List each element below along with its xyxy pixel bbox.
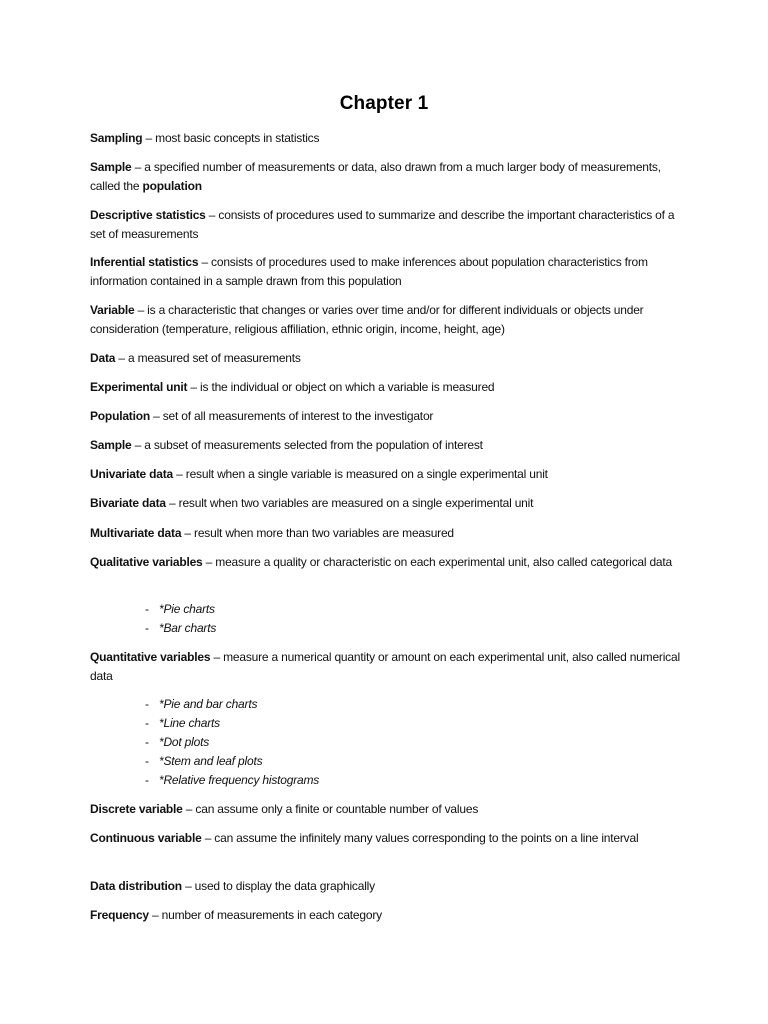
list-item: [145, 714, 220, 733]
definition-sample: [90, 158, 690, 196]
definition-descriptive-statistics: [90, 206, 690, 244]
bullet-text: *Pie and bar charts: [159, 697, 258, 711]
bullet-marker: -: [145, 754, 149, 768]
list-item: [145, 771, 319, 790]
definition-text: – used to display the data graphically: [181, 879, 375, 893]
definition-term: Sample: [90, 438, 132, 452]
definition-term: Variable: [90, 303, 135, 317]
definition-multivariate-data: [90, 524, 690, 543]
definition-text: – can assume only a finite or countable number of values: [182, 802, 479, 816]
definition-text: – a subset of measurements selected from the population of interest: [131, 438, 483, 452]
definition-variable: [90, 301, 690, 339]
definition-inferential-statistics: [90, 253, 690, 291]
definition-text: – result when more than two variables are measured: [181, 526, 454, 540]
definition-sampling: [90, 129, 690, 148]
definition-term: Data distribution: [90, 879, 182, 893]
bullet-marker: -: [145, 735, 149, 749]
bullet-marker: -: [145, 716, 149, 730]
definition-univariate-data: [90, 465, 690, 484]
bullet-marker: -: [145, 621, 149, 635]
definition-term: Quantitative variables: [90, 650, 211, 664]
definition-population: [90, 407, 690, 426]
bullet-text: *Stem and leaf plots: [159, 754, 263, 768]
bullet-marker: -: [145, 602, 149, 616]
definition-sample-subset: [90, 436, 690, 455]
page-title: Chapter 1: [339, 93, 429, 114]
definition-bold-tail: population: [142, 179, 202, 193]
bullet-text: *Dot plots: [159, 735, 210, 749]
definition-bivariate-data: [90, 494, 690, 513]
bullet-marker: -: [145, 773, 149, 787]
list-item: [145, 600, 215, 619]
definition-term: Population: [90, 409, 150, 423]
definition-text: – measure a quality or characteristic on each experimental unit, also called categorical data: [202, 555, 672, 569]
definition-data-distribution: [90, 877, 690, 896]
definition-qualitative-variables: [90, 553, 690, 572]
definition-text: – most basic concepts in statistics: [142, 131, 320, 145]
definition-text: – is the individual or object on which a variable is measured: [187, 380, 495, 394]
definition-experimental-unit: [90, 378, 690, 397]
definition-term: Bivariate data: [90, 496, 166, 510]
list-item: [145, 695, 257, 714]
definition-text: – a measured set of measurements: [115, 351, 301, 365]
definition-term: Inferential statistics: [90, 255, 199, 269]
definition-quantitative-variables: [90, 648, 690, 686]
definition-term: Continuous variable: [90, 831, 202, 845]
bullet-text: *Line charts: [159, 716, 220, 730]
bullet-text: *Relative frequency histograms: [159, 773, 320, 787]
definition-discrete-variable: [90, 800, 690, 819]
definition-text: – consists of procedures used to make inferences about population characteristics from information contained in a sample drawn from this population: [90, 255, 648, 288]
definition-text: – measure a numerical quantity or amount on each experimental unit, also called numerical data: [90, 650, 680, 683]
definition-term: Discrete variable: [90, 802, 183, 816]
definition-text: – result when two variables are measured on a single experimental unit: [165, 496, 534, 510]
list-item: [145, 619, 216, 638]
definition-text: – result when a single variable is measured on a single experimental unit: [173, 467, 548, 481]
definition-term: Multivariate data: [90, 526, 182, 540]
definition-text: – consists of procedures used to summarize and describe the important characteristics of a set of measurements: [90, 208, 675, 241]
definition-term: Experimental unit: [90, 380, 188, 394]
definition-term: Univariate data: [90, 467, 174, 481]
definition-text: – set of all measurements of interest to the investigator: [150, 409, 434, 423]
definition-continuous-variable: [90, 829, 690, 848]
definition-frequency: [90, 906, 690, 925]
list-item: [145, 752, 262, 771]
bullet-marker: -: [145, 697, 149, 711]
definition-term: Sample: [90, 160, 132, 174]
list-item: [145, 733, 209, 752]
definition-data: [90, 349, 690, 368]
definition-term: Descriptive statistics: [90, 208, 206, 222]
definition-term: Qualitative variables: [90, 555, 203, 569]
definition-text: – number of measurements in each category: [148, 908, 382, 922]
definition-term: Data: [90, 351, 116, 365]
definition-text: – can assume the infinitely many values corresponding to the points on a line interval: [201, 831, 639, 845]
definition-text: – a specified number of measurements or data, also drawn from a much larger body of measurements, called the: [90, 160, 661, 193]
definition-term: Sampling: [90, 131, 143, 145]
definition-text: – is a characteristic that changes or varies over time and/or for different individuals or objects under consideration (temperature, religious affiliation, ethnic origin, income, height, age): [90, 303, 644, 336]
bullet-text: *Bar charts: [159, 621, 217, 635]
definition-term: Frequency: [90, 908, 149, 922]
bullet-text: *Pie charts: [159, 602, 215, 616]
